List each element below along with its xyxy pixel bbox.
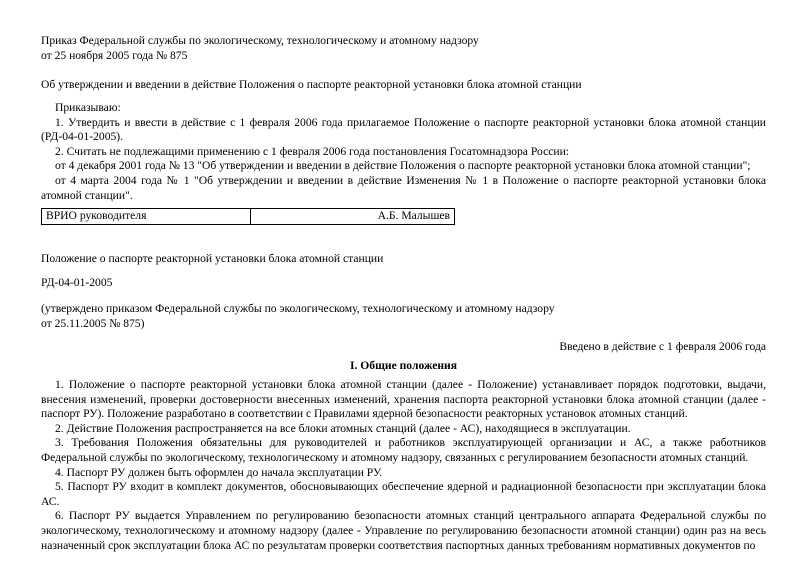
paragraph-2: 2. Действие Положения распространяется на все блоки атомных станций (далее - АС), находящиеся в эксплуатации. bbox=[55, 421, 631, 435]
signature-row bbox=[42, 209, 455, 225]
order-item-2: 2. Считать не подлежащими применению с 1 февраля 2006 года постановления Госатомнадзора России: bbox=[55, 144, 570, 158]
paragraph-5: 5. Паспорт РУ входит в комплект документов, обосновывающих обеспечение ядерной и радиационной безопасности при эксплуатации блока АС. bbox=[41, 480, 766, 508]
order-header-line-2: от 25 ноября 2005 года № 875 bbox=[41, 48, 188, 62]
paragraph-4: 4. Паспорт РУ должен быть оформлен до начала эксплуатации РУ. bbox=[55, 465, 383, 479]
regulation-title-text: Положение о паспорте реакторной установки блока атомной станции bbox=[41, 252, 384, 265]
regulation-approval-line-2: от 25.11.2005 № 875) bbox=[41, 316, 145, 330]
paragraph-3: 3. Требования Положения обязательны для руководителей и работников эксплуатирующей организации и АС, а также работников Федеральной службы по экологическому, технологическому и атомному надзору, связанных с регулированием безопасности атомных станций. bbox=[41, 436, 766, 464]
paragraph-1: 1. Положение о паспорте реакторной установки блока атомной станции (далее - Положение) устанавливает порядок подготовки, выдачи, внесения изменений, проверки достоверности внесенных изменений, хранения паспорта реакторной установки блока атомной станции (далее - паспорт РУ). Положение разработано в соответствии с Правилами ядерной безопасности реакторных установок атомных станций. bbox=[41, 378, 766, 421]
order-body bbox=[41, 101, 766, 203]
regulation-body bbox=[41, 378, 766, 553]
order-subject-text: Об утверждении и введении в действие Положения о паспорте реакторной установки блока атомной станции bbox=[41, 78, 582, 91]
regulation-approval bbox=[41, 302, 766, 331]
regulation-code-text: РД-04-01-2005 bbox=[41, 276, 113, 289]
section-heading bbox=[41, 359, 766, 374]
signature-name: А.Б. Малышев bbox=[251, 209, 455, 225]
order-header bbox=[41, 34, 766, 63]
order-item-2b: от 4 марта 2004 года № 1 "Об утверждении и введении в действие Изменения № 1 в Положение о паспорте реакторной установки блока атомной станции". bbox=[41, 173, 766, 202]
effective-date-text: Введено в действие с 1 февраля 2006 года bbox=[559, 340, 766, 353]
signature-table bbox=[41, 208, 455, 225]
signature-position: ВРИО руководителя bbox=[42, 209, 251, 225]
paragraph-6: 6. Паспорт РУ выдается Управлением по регулированию безопасности атомных станций центрального аппарата Федеральной службы по экологическому, технологическому и атомному надзору (далее - Управление по регулированию безопасности атомной станции) один раз на весь назначенный срок эксплуатации блока АС по результатам проверки соответствия паспортных данных требованиям нормативных документов по bbox=[41, 509, 766, 552]
order-subject bbox=[41, 78, 766, 93]
regulation-title bbox=[41, 252, 766, 267]
order-header-line-1: Приказ Федеральной службы по экологическому, технологическому и атомному надзору bbox=[41, 34, 479, 47]
order-opening: Приказываю: bbox=[55, 101, 121, 114]
regulation-code bbox=[41, 276, 766, 291]
regulation-approval-line-1: (утверждено приказом Федеральной службы по экологическому, технологическому и атомному надзору bbox=[41, 302, 555, 315]
order-item-2a: от 4 декабря 2001 года № 13 "Об утверждении и введении в действие Положения о паспорте реакторной установки блока атомной станции"; bbox=[55, 159, 751, 173]
order-item-1: 1. Утвердить и ввести в действие с 1 февраля 2006 года прилагаемое Положение о паспорте реакторной установки блока атомной станции (РД-04-01-2005). bbox=[41, 115, 766, 144]
section-title: I. Общие положения bbox=[349, 359, 457, 372]
effective-date bbox=[41, 340, 766, 355]
